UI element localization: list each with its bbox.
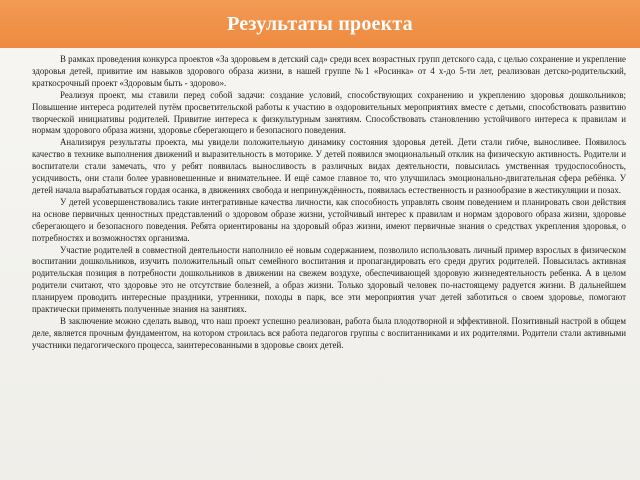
paragraph-tasks: Реализуя проект, мы ставили перед собой задачи: создание условий, способствующих сохранению и укреплению здоровья дошкольников; Повышение интереса родителей путём просветительской работы к участию в оздоровительных мероприятиях вместе с детьми, способствовать развитию творческой инициативы родителей. Привитие интереса к физкультурным занятиям. Способствовать становлению устойчивого интереса к правилам и нормам здорового образа жизни, здоровье сберегающего и безопасного поведения.	[32, 89, 626, 136]
paragraph-conclusion: В заключение можно сделать вывод, что наш проект успешно реализован, работа была плодотворной и эффективной. Позитивный настрой в общем деле, является прочным фундаментом, на котором строилась вся работа педагогов группы с воспитанниками и их родителями. Родители стали активными участники педагогического процесса, заинтересованными в здоровье своих детей.	[32, 315, 626, 350]
paragraph-analysis: Анализируя результаты проекта, мы увидели положительную динамику состояния здоровья детей. Дети стали гибче, выносливее. Появилось качество в технике выполнения движений и выразительность в моторике. У детей появился эмоциональный отклик на физическую активность. Родители и воспитатели стали замечать, что у ребят появилась выносливость в различных видах деятельности, повысилась умственная трудоспособность, усидчивость, они стали более уравновешенные и внимательнее. И ещё самое главное то, что улучшилась эмоционально-двигательная сфера ребёнка. У детей начала вырабатываться гордая осанка, в движениях свобода и непринуждённость, появилась естественность и разнообразие в жестикуляции и позах.	[32, 137, 626, 195]
paragraph-parents: Участие родителей в совместной деятельности наполнило её новым содержанием, позволило использовать личный пример взрослых в физическом воспитании дошкольников, изучить положительный опыт семейного воспитания и пропагандировать его среди других родителей. Повысилась активная родительская позиция в потребности дошкольников в движении на свежем воздухе, обеспечивающей здоровую жизнедеятельность ребенка. А в целом родители считают, что здоровье это не отсутствие болезней, а образ жизни. Только здоровый человек по-настоящему радуется жизни. В дальнейшем планируем проводить интересные праздники, утренники, походы в парк, все эти мероприятия учат детей заботиться о своем здоровье, помогают практически применять полученные знания на занятиях.	[32, 244, 626, 315]
title-bar	[0, 0, 640, 48]
paragraph-intro: В рамках проведения конкурса проектов «За здоровьем в детский сад» среди всех возрастных групп детского сада, с целью сохранение и укрепление здоровья детей, привитие им навыков здорового образа жизни, в нашей группе №1 «Росинка» от 4 х-до 5-ти лет, реализован детско-родительский, краткосрочный проект «Здоровым быть - здорово».	[32, 54, 626, 88]
slide-title: Результаты проекта	[227, 12, 413, 35]
paragraph-qualities: У детей усовершенствовались такие интегративные качества личности, как способность управлять своим поведением и планировать свои действия на основе первичных ценностных представлений о здоровом образе жизни, устойчивый интерес к правилам и нормам здорового образа жизни, здоровье сберегающего и безопасного поведения. Ребята ориентированы на здоровый образ жизни, имеют первичные знания о средствах укрепления здоровья, о потребностях и возможностях организма.	[32, 196, 626, 243]
slide-body	[32, 54, 626, 352]
